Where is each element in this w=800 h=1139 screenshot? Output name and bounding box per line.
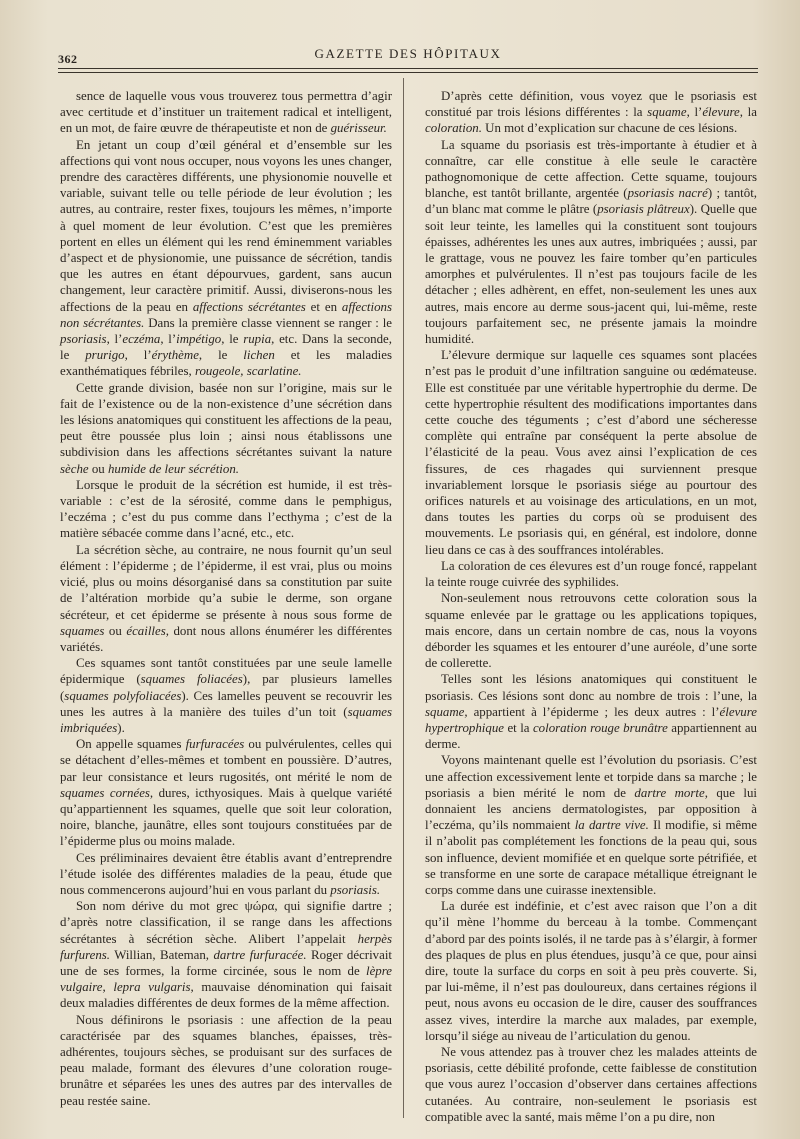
paragraph (60, 1012, 392, 1109)
text-run: dont nous allons énumérer les différentes variétés. (60, 623, 392, 654)
italic-text: squames foliacées (140, 672, 243, 687)
text-run: Ne vous attendez pas à trouver chez les malades atteints de psoriasis, cette débilité profonde, cette faiblesse de constitution que vous aurez l’occasion d’observer dans certaines affections cutanées. Au contraire, non-seulement le psoriasis est compatible avec la santé, mais même l’on a pu dire, non (425, 1044, 757, 1124)
left-text-column (60, 88, 392, 1109)
text-run: Cette grande division, basée non sur l’origine, mais sur le fait de l’existence ou de la non-existence d’une sécrétion dans les lésions anatomiques qui constituent les affections de la peau, peut être poussée plus loin ; ainsi nous établissons une subdivision dans les affections sécrétantes suivant la nature (60, 380, 392, 460)
italic-text: coloration. (425, 121, 482, 136)
paragraph (425, 590, 757, 671)
italic-text: érythème (151, 348, 199, 363)
paragraph (425, 898, 757, 1044)
text-run: sence de laquelle vous vous trouverez tous permettra d’agir avec certitude et d’instituer un traitement radical et intelligent, en un mot, de faire œuvre de thérapeutiste et non de (60, 89, 392, 136)
paragraph (425, 137, 757, 348)
italic-text: squame (647, 105, 687, 120)
page-number: 362 (58, 52, 78, 66)
paragraph (60, 850, 392, 899)
italic-text: la dartre vive. (574, 818, 649, 833)
italic-text: élevure hypertrophique (425, 704, 757, 735)
text-run: ). Quelle que soit leur teinte, les lamelles qui la constituent sont toujours épaisses, adhérentes les unes aux autres, imbriquées ; aussi, par le grattage, vous ne pouvez les faire tomber qu’en particules amorphes et pulvérulentes. Il n’est pas toujours facile de les détacher ; elles adhèrent, en effet, non-seulement les unes aux autres, mais encore au derme sous-jacent qui, lui-même, reste toujours parfaitement sec, ne présente jamais la moindre humidité. (425, 202, 757, 347)
page-header (58, 46, 758, 68)
italic-text: élevure (702, 105, 740, 120)
italic-text: affections sécrétantes (192, 299, 306, 314)
italic-text: psoriasis plâtreux (597, 202, 690, 217)
paragraph (60, 542, 392, 655)
text-run: ) ; tantôt, d’un blanc mat comme le plâtre ( (425, 186, 758, 217)
paragraph (425, 671, 757, 752)
italic-text: guérisseur. (330, 121, 387, 136)
text-run: Un mot d’explication sur chacune de ces lésions. (481, 121, 738, 136)
italic-text: humide de leur sécrétion. (107, 461, 240, 476)
text-run: Dans la première classe viennent se ranger : le (144, 315, 393, 330)
header-rule-top (58, 68, 758, 69)
text-run: , l’ (686, 105, 703, 120)
italic-text: lichen (243, 348, 275, 363)
text-run: appartiennent au derme. (425, 720, 758, 752)
right-text-column (425, 88, 757, 1125)
text-run: , l’ (124, 348, 152, 363)
text-run: , l’ (160, 332, 177, 347)
italic-text: squame, (425, 704, 468, 719)
text-run: Lorsque le produit de la sécrétion est humide, il est très-variable : c’est de la sérosité, comme dans le pemphigus, l’eczéma ; c’est du pus comme dans l’ecthyma ; c’est de la matière sébacée comme dans l’acné, etc., etc. (60, 477, 392, 541)
text-run: ou pulvérulentes, celles qui se détachent d’elles-mêmes et tombent en poussière. D’autres, par leur consistance et leurs rugosités, ont mérité le nom de (60, 737, 392, 784)
paragraph (60, 898, 392, 1011)
paragraph (60, 380, 392, 477)
text-run: Ces squames sont tantôt constituées par une seule lamelle épidermique ( (60, 656, 392, 687)
text-run: Voyons maintenant quelle est l’évolution du psoriasis. C’est une affection excessivement lente et torpide dans sa marche ; le psoriasis a bien mérité le nom de (425, 753, 757, 800)
text-run: ou (88, 461, 108, 476)
paragraph (425, 88, 757, 137)
text-run: Telles sont les lésions anatomiques qui constituent le psoriasis. Ces lésions sont donc au nombre de trois : l’une, la (425, 672, 757, 703)
text-run: et la (504, 720, 533, 735)
text-run: , que lui donnaient les anciens dermatologistes, par opposition à l’eczéma, qu’ils nommaient (425, 785, 758, 833)
text-run: L’élevure dermique sur laquelle ces squames sont placées n’est pas le produit d’une infiltration sanguine ou œdémateuse. Elle est constituée par une véritable hypertrophie du derme. De cette hypertrophie résultent des modifications importantes dans cette couche des téguments ; c’est d’abord une sécheresse complète qui entraîne par conséquent la perte absolue de l’élasticité de la peau. Vous avez ainsi l’explication de ces fissures, de ces rhagades qui surviennent presque invariablement lorsque le psoriasis siége au pourtour des orifices naturels et au voisinage des articulations, en un mot, dans toutes les parties du corps où se produisent des mouvements. Le psoriasis qui, en général, est indolore, donne lieu dans ce cas à des souffrances intolérables. (425, 348, 757, 557)
paragraph (425, 752, 757, 898)
text-run: et les maladies exanthématiques fébriles, (60, 348, 392, 379)
text-run: , etc. Dans la seconde, le (60, 332, 392, 363)
paragraph (60, 655, 392, 736)
paragraph (425, 1044, 757, 1125)
text-run: , le (221, 332, 244, 347)
text-run: La coloration de ces élevures est d’un rouge foncé, rappelant la teinte rouge cuivrée des syphilides. (425, 558, 757, 590)
italic-text: herpès furfurens. (60, 931, 392, 962)
text-run: Ces préliminaires devaient être établis avant d’entreprendre l’étude isolée des différentes maladies de la peau, étude que nous commencerons aujourd’hui en vous parlant du (60, 850, 392, 897)
column-divider (403, 78, 404, 1118)
text-run: La durée est indéfinie, et c’est avec raison que l’on a dit qu’il mène l’homme du berceau à la tombe. Commençant d’abord par des points isolés, il ne tarde pas à s’élargir, à former des plaques de plus en plus étendues, jusqu’à ce que, pour ainsi dire, toute la surface du corps en soit à peu près couverte. Si, par lui-même, il n’est pas douloureux, dans certaines régions il peut, nous avons eu occasion de le dire, causer des souffrances assez vives, interdire la marche aux malades, par exemple, lorsqu’il siége au niveau de l’articulation du genou. (425, 899, 757, 1043)
text-run: La sécrétion sèche, au contraire, ne nous fournit qu’un seul élément : l’épiderme ; de l’épiderme, il est vrai, plus ou moins vicié, plus ou moins désorganisé dans sa constitution par suite de l’altération morbide qu’a subie le derme, son organe sécréteur, et cet épiderme se présente à nous sous forme de (60, 542, 392, 622)
text-run: Willian, Bateman, (110, 947, 214, 962)
paragraph (425, 558, 757, 590)
text-run: Son nom dérive du mot grec ψώρα, qui signifie dartre ; d’après notre classification, il se range dans les affections sécrétantes à sécrétion sèche. Alibert l’appelait (60, 899, 392, 946)
italic-text: sèche (60, 461, 89, 476)
text-run: Nous définirons le psoriasis : une affection de la peau caractérisée par des squames blanches, épaisses, très-adhérentes, toujours sèches, se produisant sur des surfaces de peau malade, formant des élevures d’une coloration rouge-brunâtre et séparées les unes des autres par des intervalles de peau restée saine. (60, 1012, 392, 1108)
italic-text: dartre morte (634, 785, 705, 800)
text-run: mauvaise dénomination qui faisait deux maladies différentes de deux formes de la même affection. (60, 980, 392, 1011)
text-run: ), par plusieurs lamelles ( (60, 672, 392, 703)
italic-text: psoriasis nacré (627, 186, 708, 201)
paragraph (60, 736, 392, 849)
text-run: En jetant un coup d’œil général et d’ensemble sur les affections qui vont nous occuper, nous voyons les unes changer, prendre des caractères différents, une physionomie nouvelle et variable, suivant telle ou telle période de leur évolution ; les autres, au contraire, rester fixes, toujours les mêmes, n’importe à quel moment de leur évolution. C’est que les premières portent en elles un élément qui les rend éminemment variables d’aspect et de physionomie, une puissance de sécrétion, tandis que les autres en étant dépourvues, gardent, sans aucun changement, leur caractère primitif. Aussi, diviserons-nous les affections de la peau en (60, 137, 392, 314)
text-run: D’après cette définition, vous voyez que le psoriasis est constitué par trois lésions différentes : la (425, 89, 757, 120)
italic-text: rougeole, scarlatine. (194, 364, 302, 379)
italic-text: furfuracées (185, 737, 245, 752)
text-run: Roger décrivait une de ses formes, la forme circinée, sous le nom de (60, 947, 393, 978)
text-run: ou (104, 623, 127, 638)
italic-text: squames imbriquées (60, 704, 392, 735)
paragraph (425, 347, 757, 558)
text-run: Non-seulement nous retrouvons cette coloration sous la squame enlevée par le grattage ou les applications topiques, mais encore, dans un certain nombre de cas, nous la voyons déborder les squames et les entourer d’une auréole, d’une sorte de collerette. (425, 591, 757, 671)
italic-text: eczéma (122, 332, 161, 347)
header-rule-bottom (58, 72, 758, 73)
italic-text: squames polyfoliacées (64, 688, 182, 703)
text-run: , l’ (106, 332, 123, 347)
text-run: ). (117, 720, 125, 735)
text-run: On appelle squames (76, 737, 186, 752)
italic-text: impétigo (176, 332, 222, 347)
text-run: , la (739, 105, 757, 120)
italic-text: squames cornées, (60, 785, 154, 800)
text-run: La squame du psoriasis est très-importante à étudier et à connaître, car elle constitue à elle seule le caractère pathognomonique de cette affection. Cette squame, toujours blanche, est tantôt brillante, argentée ( (425, 137, 757, 201)
text-run: appartient à l’épiderme ; les deux autres : l’ (467, 704, 720, 719)
text-run: ). Ces lamelles peuvent se recouvrir les unes les autres à la manière des tuiles d’un toit ( (60, 688, 392, 719)
italic-text: psoriasis. (330, 882, 381, 897)
italic-text: coloration rouge brunâtre (532, 720, 668, 735)
italic-text: lèpre vulgaire, lepra vulgaris, (60, 963, 392, 995)
paragraph (60, 88, 392, 137)
italic-text: écailles, (126, 623, 169, 638)
italic-text: squames (60, 623, 105, 638)
italic-text: rupia (243, 332, 272, 347)
paragraph (60, 137, 392, 380)
italic-text: psoriasis (60, 332, 107, 347)
text-run: et en (305, 299, 342, 314)
running-title: GAZETTE DES HÔPITAUX (314, 46, 502, 61)
text-run: dures, icthyosiques. Mais à quelque variété qu’appartiennent les squames, quelle que soit leur coloration, noire, blanche, jaunâtre, elles sont toujours constituées par de l’épiderme plus ou moins malade. (60, 785, 392, 849)
paragraph (60, 477, 392, 542)
italic-text: dartre furfuracée. (213, 947, 307, 962)
text-run: Il modifie, si même il n’abolit pas complétement les fonctions de la peau qui, sous son influence, devient momifiée et en quelque sorte pétrifiée, et se transforme en une sorte de carapace métallique étreignant le corps comme dans une cuirasse inextensible. (425, 818, 757, 897)
text-run: , le (198, 348, 244, 363)
italic-text: affections non sécrétantes. (60, 299, 392, 330)
italic-text: prurigo (85, 348, 125, 363)
